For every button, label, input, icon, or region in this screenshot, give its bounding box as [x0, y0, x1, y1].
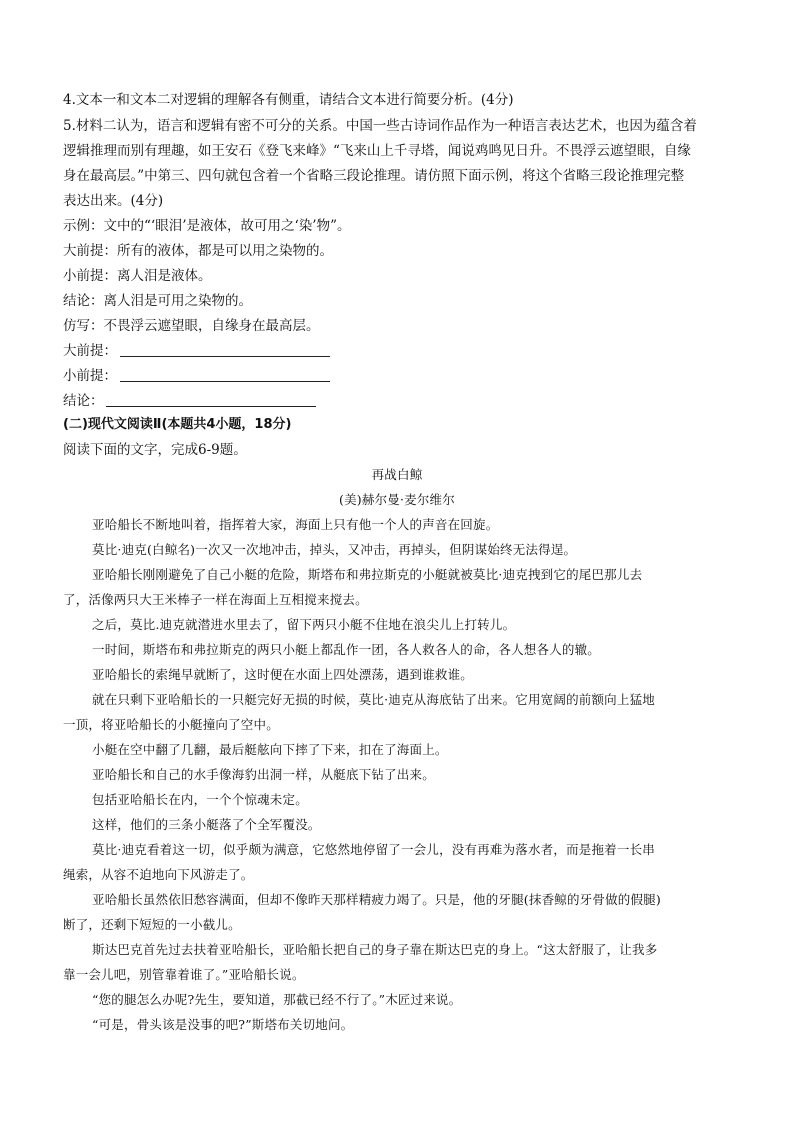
story-paragraph: 之后，莫比.迪克就潜进水里去了，留下两只小艇不住地在浪尖儿上打转儿。	[92, 617, 516, 632]
story-paragraph: 斯达巴克首先过去扶着亚哈船长，亚哈船长把自己的身子靠在斯达巴克的身上。“这太舒服了，让我多	[92, 942, 658, 957]
story-paragraph: 一时间，斯塔布和弗拉斯克的两只小艇上都乱作一团，各人救各人的命，各人想各人的辙。	[92, 642, 601, 657]
story-paragraph-cont: 一顶，将亚哈船长的小艇撞向了空中。	[63, 717, 279, 732]
answer-major-blank[interactable]	[120, 356, 330, 357]
answer-minor-label: 小前提：	[63, 368, 117, 384]
example-conclusion: 结论：离人泪是可用之染物的。	[63, 293, 252, 309]
answer-conclusion-blank[interactable]	[106, 406, 316, 407]
example-minor-premise: 小前提：离人泪是液体。	[63, 268, 212, 284]
story-paragraph: 这样，他们的三条小艇落了个全军覆没。	[92, 817, 321, 832]
story-paragraph: 亚哈船长不断地叫着，指挥着大家，海面上只有他一个人的声音在回旋。	[92, 517, 499, 532]
story-paragraph-cont: 了，活像两只大王米棒子一样在海面上互相搅来搅去。	[63, 592, 368, 607]
question-5-line-3: 身在最高层。”中第三、四句就包含着一个省略三段论推理。请仿照下面示例，将这个省略三段论推理完整	[63, 168, 685, 184]
story-paragraph: 莫比·迪克看着这一切，似乎颇为满意，它悠然地停留了一会儿，没有再难为落水者，而是拖着一长串	[92, 842, 655, 857]
story-paragraph-cont: 断了，还剩下短短的一小截儿。	[63, 917, 241, 932]
imitation-prompt: 仿写：不畏浮云遮望眼，自缘身在最高层。	[63, 318, 320, 334]
story-paragraph: 就在只剩下亚哈船长的一只艇完好无损的时候，莫比·迪克从海底钻了出来。它用宽阔的前额向上猛地	[92, 692, 655, 707]
answer-major-label: 大前提：	[63, 343, 117, 359]
story-paragraph: 小艇在空中翻了几翻，最后艇舷向下摔了下来，扣在了海面上。	[92, 742, 448, 757]
question-5-line-4: 表达出来。(4分)	[63, 193, 164, 209]
story-title: 再战白鲸	[371, 467, 423, 482]
story-paragraph: 亚哈船长虽然依旧愁容满面，但却不像昨天那样精疲力竭了。只是，他的牙腿(抹香鲸的牙骨做的假腿)	[92, 892, 661, 907]
story-paragraph: 莫比·迪克(白鲸名)一次又一次地冲击，掉头，又冲击，再掉头，但阴谋始终无法得逞。	[92, 542, 577, 557]
question-5-line-1: 5.材料二认为，语言和逻辑有密不可分的关系。中国一些古诗词作品作为一种语言表达艺术，也因为蕴含着	[63, 118, 697, 134]
story-paragraph: 包括亚哈船长在内，一个个惊魂未定。	[92, 792, 308, 807]
section-instruction: 阅读下面的文字，完成6-9题。	[63, 442, 247, 458]
question-5-line-2: 逻辑推理而别有理趣，如王安石《登飞来峰》“飞来山上千寻塔，闻说鸡鸣见日升。不畏浮云遮望眼，自缘	[63, 143, 691, 159]
story-paragraph: “您的腿怎么办呢?先生，要知道，那截已经不行了。”木匠过来说。	[92, 992, 462, 1007]
section-heading: (二)现代文阅读Ⅱ(本题共4小题，18分)	[63, 417, 292, 432]
story-author: (美)赫尔曼·麦尔维尔	[339, 492, 455, 507]
story-paragraph-cont: 绳索，从容不迫地向下风游走了。	[63, 867, 254, 882]
answer-minor-blank[interactable]	[120, 381, 330, 382]
story-paragraph: 亚哈船长和自己的水手像海豹出洞一样，从艇底下钻了出来。	[92, 767, 435, 782]
example-intro: 示例：文中的“‘眼泪’是液体，故可用之‘染’物”。	[63, 218, 351, 234]
example-major-premise: 大前提：所有的液体，都是可以用之染物的。	[63, 243, 333, 259]
story-paragraph-cont: 靠一会儿吧，别管靠着谁了。”亚哈船长说。	[63, 967, 305, 982]
story-paragraph: 亚哈船长的索绳早就断了，这时便在水面上四处漂荡，遇到谁救谁。	[92, 667, 474, 682]
answer-conclusion-label: 结论：	[63, 393, 104, 409]
story-paragraph: “可是，骨头该是没事的吧?”斯塔布关切地问。	[92, 1017, 354, 1032]
story-paragraph: 亚哈船长刚刚避免了自己小艇的危险，斯塔布和弗拉斯克的小艇就被莫比·迪克拽到它的尾巴那儿去	[92, 567, 643, 582]
question-4: 4.文本一和文本二对逻辑的理解各有侧重，请结合文本进行简要分析。(4分)	[63, 92, 514, 108]
